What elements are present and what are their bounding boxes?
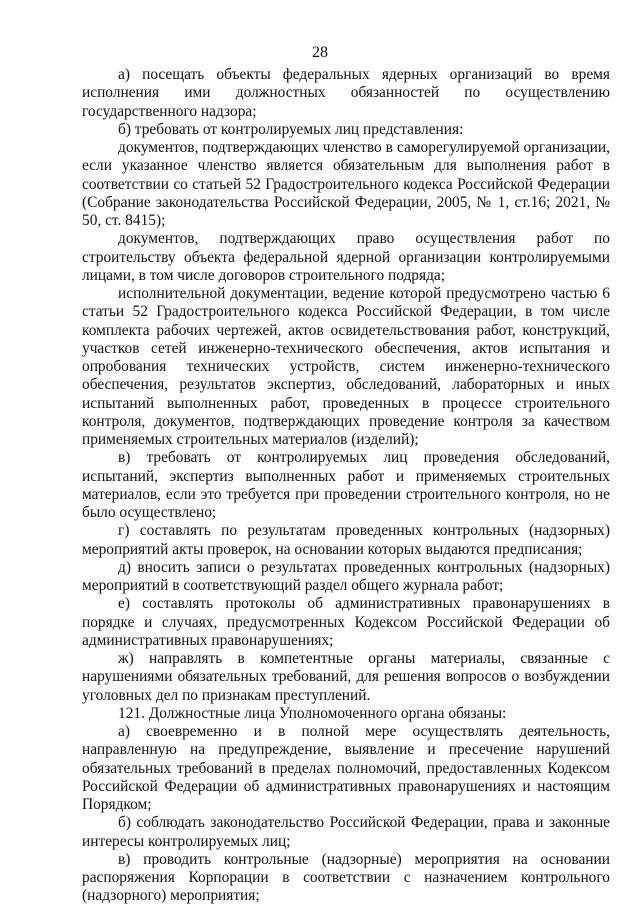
document-body [82,66,610,906]
paragraph-g-draw-up-acts: г) составлять по результатам проведенных контрольных (надзорных) мероприятий акты проверок, на основании которых выдаются предписания; [82,522,610,558]
paragraph-d-journal-entries: д) вносить записи о результатах проведенных контрольных (надзорных) мероприятий в соответствующий раздел общего журнала работ; [82,558,610,594]
paragraph-121-heading: 121. Должностные лица Уполномоченного органа обязаны: [118,704,507,722]
paragraph-sro-membership-documents: документов, подтверждающих членство в саморегулируемой организации, если указанное членство является обязательным для выполнения работ в соответствии со статьей 52 Градостроительного кодекса Российской Федерации (Собрание законодательства Российской Федерации, 2005, № 1, ст.16; 2021, № 50, ст. 8415); [82,139,610,229]
paragraph-zh-send-materials: ж) направлять в компетентные органы материалы, связанные с нарушениями обязательных требований, для решения вопросов о возбуждении уголовных дел по признакам преступлений. [82,650,610,704]
paragraph-a-visit-facilities: а) посещать объекты федеральных ядерных организаций во время исполнения ими должностных обязанностей по осуществлению государственного надзора; [82,66,610,120]
paragraph-construction-right-documents: документов, подтверждающих право осуществления работ по строительству объекта федеральной ядерной организации контролируемыми лицами, в том числе договоров строительного подряда; [82,230,610,284]
paragraph-b-require-documents: б) требовать от контролируемых лиц представления: [118,120,464,138]
paragraph-121-v-conduct-measures: в) проводить контрольные (надзорные) мероприятия на основании распоряжения Корпорации в соответствии с назначением контрольного (надзорного) мероприятия; [82,850,610,905]
paragraph-e-protocols: е) составлять протоколы об административных правонарушениях в порядке и случаях, предусмотренных Кодексом Российской Федерации об административных правонарушениях; [82,595,610,649]
paragraph-121-b-comply-law: б) соблюдать законодательство Российской Федерации, права и законные интересы контролируемых лиц; [82,814,610,850]
paragraph-121-a-prevention: а) своевременно и в полной мере осуществлять деятельность, направленную на предупреждение, выявление и пресечение нарушений обязательных требований в пределах полномочий, предоставленных Кодексом Российской Федерации об административных правонарушениях и настоящим Порядком; [82,723,610,813]
paragraph-v-require-inspections: в) требовать от контролируемых лиц проведения обследований, испытаний, экспертиз выполненных работ и применяемых строительных материалов, если это требуется при проведении строительного контроля, но не было осуществлено; [82,449,610,521]
page-number: 28 [312,44,328,61]
paragraph-executive-documentation: исполнительной документации, ведение которой предусмотрено частью 6 статьи 52 Градостроительного кодекса Российской Федерации, в том числе комплекта рабочих чертежей, актов освидетельствования работ, конструкций, участков сетей инженерно-технического обеспечения, актов испытания и опробования технических устройств, систем инженерно-технического обеспечения, результатов экспертиз, обследований, лабораторных и иных испытаний выполненных работ, проведенных в процессе строительного контроля, документов, подтверждающих проведение контроля за качеством применяемых строительных материалов (изделий); [82,285,610,448]
